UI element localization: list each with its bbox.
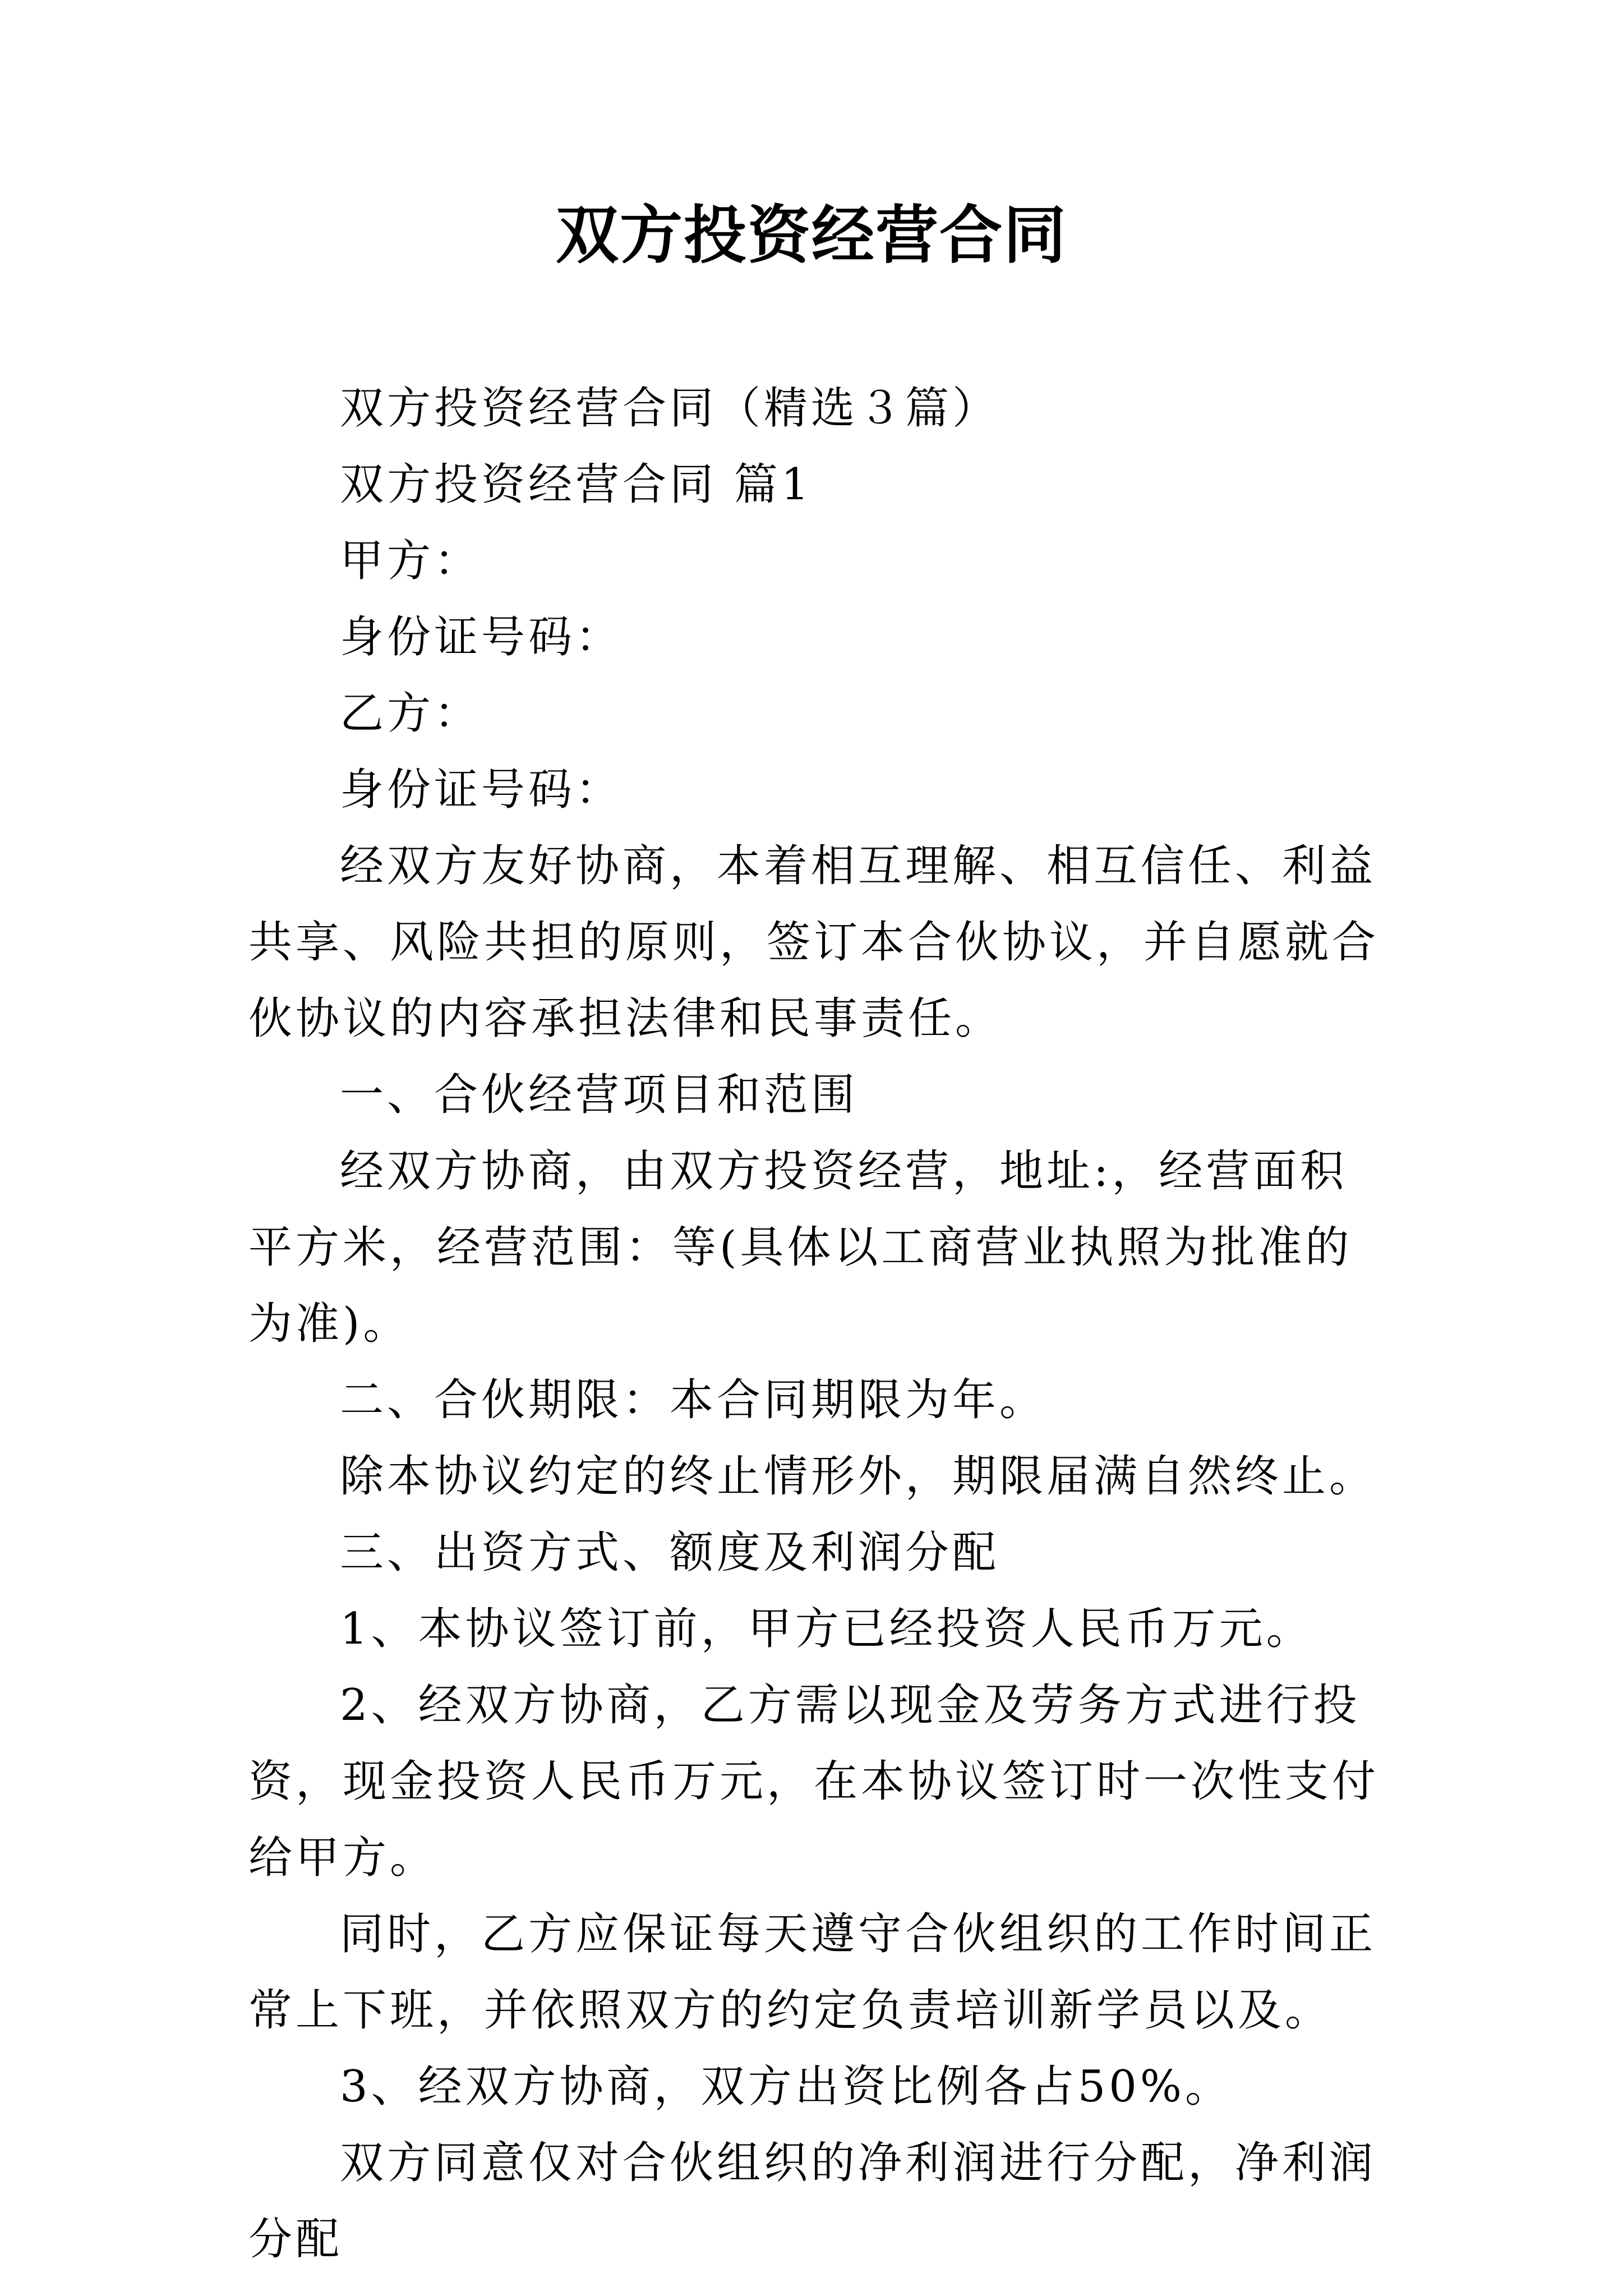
paragraph: 3、经双方协商，双方出资比例各占50%。 — [340, 2062, 1232, 2112]
paragraph: 二、合伙期限：本合同期限为年。 — [340, 1375, 1047, 1425]
paragraph: 1、本协议签订前，甲方已经投资人民币万元。 — [340, 1604, 1313, 1654]
paragraph: 双方投资经营合同 篇1 — [340, 459, 813, 510]
paragraph: 双方投资经营合同（精选３篇） — [340, 383, 1000, 434]
paragraph: 经双方协商，由双方投资经营，地址:，经营面积平方米，经营范围：等(具体以工商营业执照为批准的为准)。 — [248, 1146, 1353, 1349]
paragraph: 乙方： — [340, 688, 482, 739]
paragraph: 三、出资方式、额度及利润分配 — [340, 1527, 1000, 1578]
paragraph: 一、合伙经营项目和范围 — [340, 1070, 859, 1120]
document-title: 双方投资经营合同 — [556, 199, 1067, 272]
paragraph: 除本协议约定的终止情形外，期限届满自然终止。 — [340, 1451, 1377, 1502]
paragraph: 2、经双方协商，乙方需以现金及劳务方式进行投资，现金投资人民币万元，在本协议签订时一次性支付给甲方。 — [248, 1680, 1380, 1883]
paragraph: 甲方： — [340, 536, 482, 586]
paragraph: 经双方友好协商，本着相互理解、相互信任、利益共享、风险共担的原则，签订本合伙协议，并自愿就合伙协议的内容承担法律和民事责任。 — [248, 841, 1380, 1044]
paragraph: 身份证号码： — [340, 612, 623, 662]
paragraph: 双方同意仅对合伙组织的净利润进行分配，净利润分配 — [248, 2138, 1377, 2265]
document-body — [248, 370, 1393, 2277]
paragraph: 身份证号码： — [340, 765, 623, 815]
paragraph: 同时，乙方应保证每天遵守合伙组织的工作时间正常上下班，并依照双方的约定负责培训新学员以及。 — [248, 1909, 1377, 2036]
